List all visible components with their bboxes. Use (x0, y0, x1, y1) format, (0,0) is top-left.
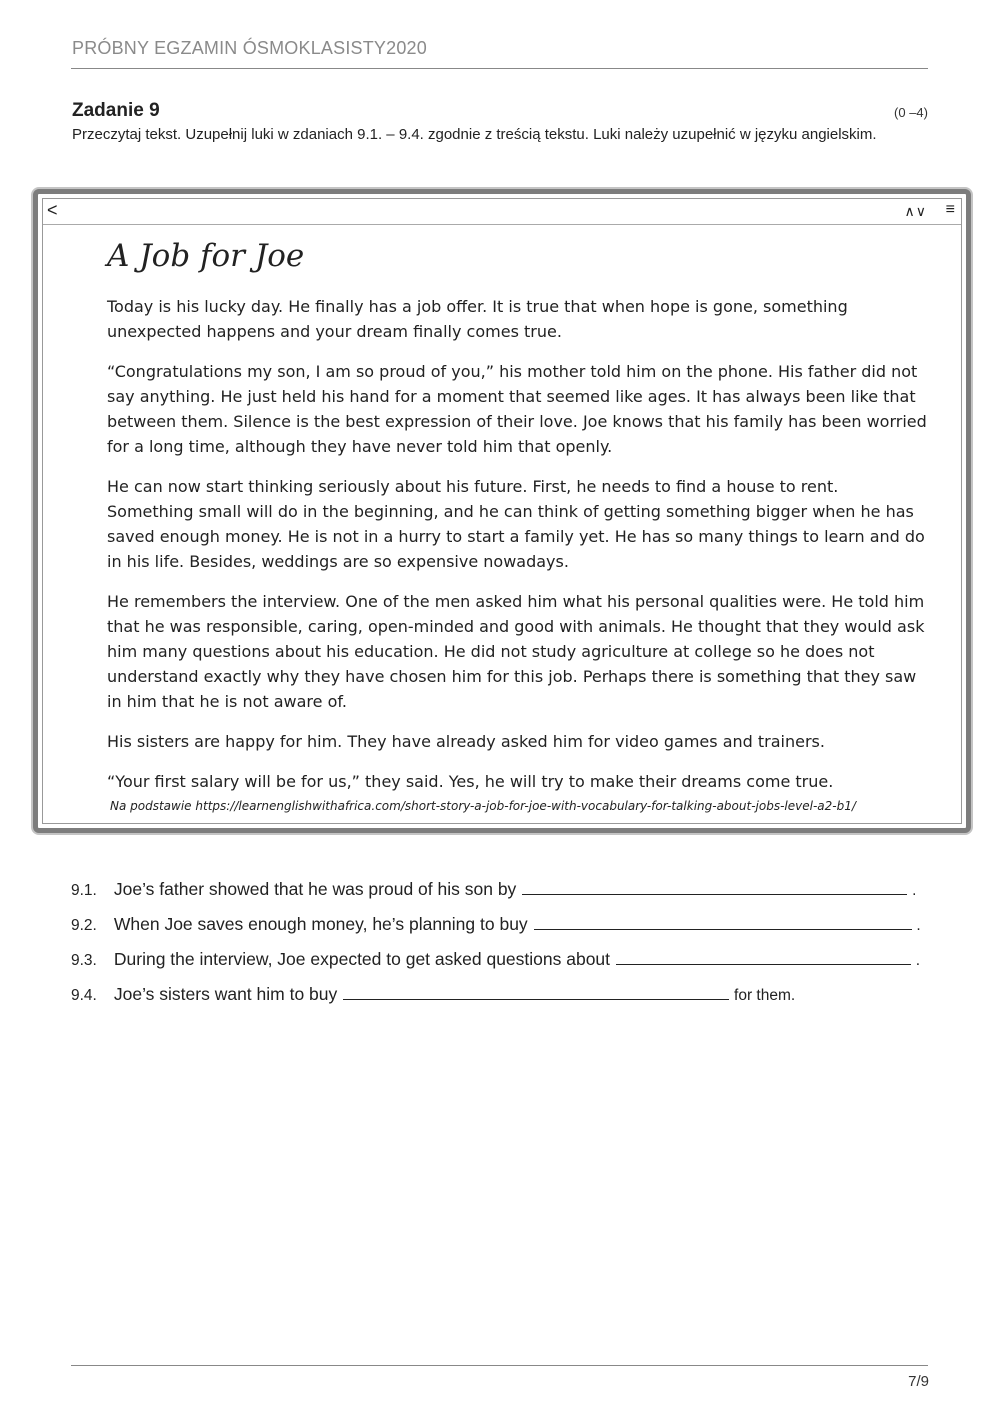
scroll-updown-icon[interactable]: ∧∨ (904, 203, 927, 219)
answer-blank[interactable] (534, 911, 912, 930)
task-title: Zadanie 9 (72, 100, 160, 121)
story-paragraph: Today is his lucky day. He finally has a job offer. It is true that when hope is gone, something unexpected happens and your dream finally comes true. (107, 297, 848, 341)
question-text: When Joe saves enough money, he’s planning to buy (113, 914, 528, 934)
story-title: A Job for Joe (107, 238, 305, 274)
page-header-title: PRÓBNY EGZAMIN ÓSMOKLASISTY2020 (72, 38, 427, 58)
story-body (107, 294, 927, 809)
question-item (71, 981, 931, 1016)
task-points: (0 –4) (894, 105, 928, 120)
question-text: Joe’s father showed that he was proud of his son by (113, 879, 517, 899)
question-end: . (915, 952, 921, 969)
story-source: Na podstawie https://learnenglishwithafrica.com/short-story-a-job-for-joe-with-vocabulary-for-talking-about-jobs-level-a2-b1/ (110, 799, 856, 813)
questions-list (71, 876, 931, 1016)
header-rule (71, 68, 928, 69)
question-number: 9.2. (71, 917, 97, 934)
back-icon[interactable]: < (47, 200, 58, 220)
question-end: for them. (734, 987, 796, 1004)
reader-panel (33, 189, 971, 833)
question-number: 9.3. (71, 952, 97, 969)
menu-icon[interactable]: ≡ (945, 201, 955, 218)
question-item (71, 876, 931, 911)
question-text: Joe’s sisters want him to buy (113, 984, 338, 1004)
answer-blank[interactable] (343, 981, 729, 1000)
story-paragraph: His sisters are happy for him. They have already asked him for video games and trainers. (107, 732, 825, 751)
reader-inner (42, 198, 962, 824)
reader-toolbar (43, 199, 961, 225)
question-item (71, 946, 931, 981)
answer-blank[interactable] (616, 946, 911, 965)
task-header (72, 100, 928, 145)
story-paragraph: “Congratulations my son, I am so proud of you,” his mother told him on the phone. His father did not say anything. He just held his hand for a moment that seemed like ages. It has always been like that between them. Silence is the best expression of their love. Joe knows that his family has been worried for a long time, although they have never told him that openly. (107, 362, 927, 456)
answer-blank[interactable] (522, 876, 907, 895)
story-paragraph: “Your first salary will be for us,” they said. Yes, he will try to make their dreams come true. (107, 772, 834, 791)
question-item (71, 911, 931, 946)
footer-rule (71, 1365, 928, 1366)
task-instruction: Przeczytaj tekst. Uzupełnij luki w zdaniach 9.1. – 9.4. zgodnie z treścią tekstu. Luki należy uzupełnić w języku angielskim. (72, 126, 877, 143)
question-number: 9.1. (71, 882, 97, 899)
question-end: . (916, 917, 921, 934)
question-end: . (912, 882, 917, 899)
story-paragraph: He can now start thinking seriously about his future. First, he needs to find a house to rent. Something small will do in the beginning, and he can think of getting something bigger when he has saved enough money. He is not in a hurry to start a family yet. He has so many things to learn and do in his life. Besides, weddings are so expensive nowadays. (107, 477, 925, 571)
story-paragraph: He remembers the interview. One of the men asked him what his personal qualities were. He told him that he was responsible, caring, open-minded and good with animals. He thought that they would ask him many questions about his education. He did not study agriculture at college so he does not understand exactly why they have chosen him for this job. Perhaps there is something that they saw in him that he is not aware of. (107, 592, 925, 711)
page-number: 7/9 (908, 1373, 929, 1390)
question-text: During the interview, Joe expected to get asked questions about (113, 949, 611, 969)
question-number: 9.4. (71, 987, 97, 1004)
